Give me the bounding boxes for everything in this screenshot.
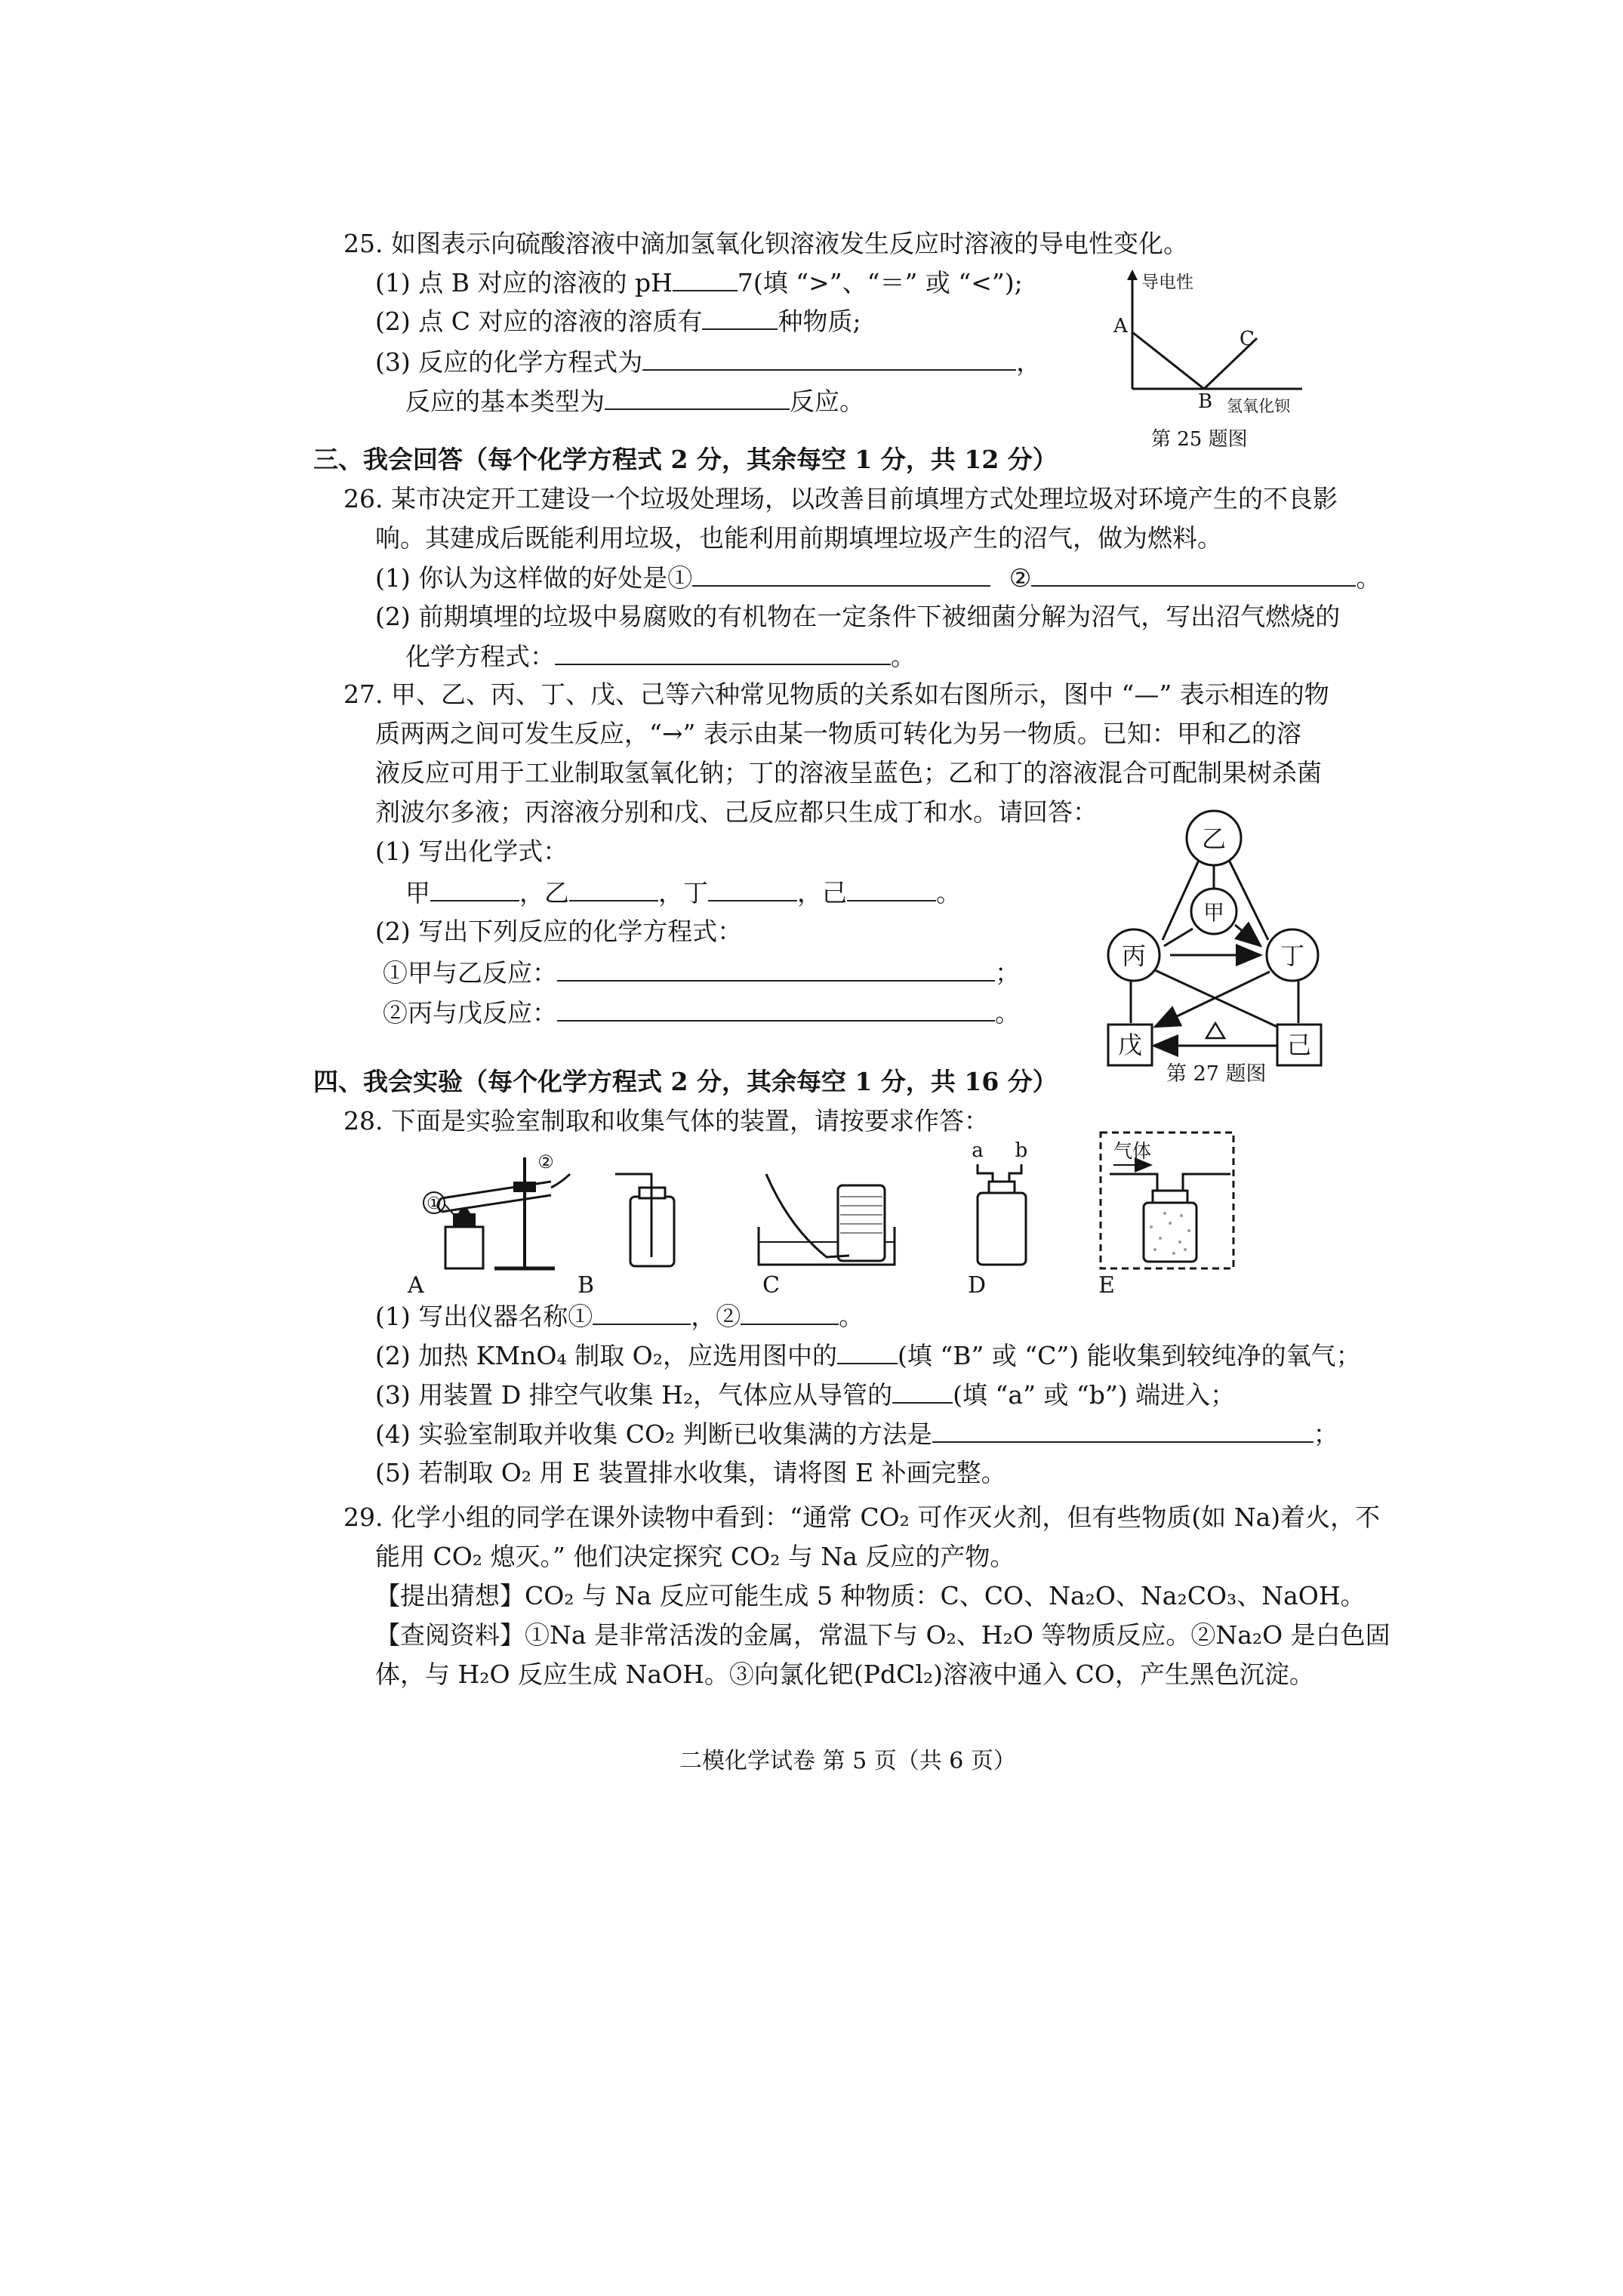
page-footer: 二模化学试卷 第 5 页（共 6 页） xyxy=(679,1748,1016,1774)
q28-part3: (3) 用装置 D 排空气收集 H₂，气体应从导管的 (填 “a” 或 “b”) 端进入； xyxy=(375,1380,1236,1410)
q27-blank-yi[interactable] xyxy=(569,877,658,901)
arrow-ding-wu xyxy=(1155,972,1270,1027)
q28-blank-collection[interactable] xyxy=(837,1340,898,1364)
q26-part1: (1) 你认为这样做的好处是① ② 。 xyxy=(375,563,1381,593)
node-ding-label: 丁 xyxy=(1280,942,1305,970)
q29-reference-1: 【查阅资料】①Na 是非常活泼的金属，常温下与 O₂、H₂O 等物质反应。②Na₂O 是白色固 xyxy=(375,1620,1390,1650)
label-instrument-2: ② xyxy=(537,1151,554,1173)
q25-figure-caption: 第 25 题图 xyxy=(1151,428,1248,451)
q25-part3: (3) 反应的化学方程式为 ， xyxy=(375,347,1042,377)
node-ji-label: 己 xyxy=(1286,1031,1312,1059)
q26-blank-benefit-1[interactable] xyxy=(692,562,990,587)
q27-line4: 剂波尔多液；丙溶液分别和戊、己反应都只生成丁和水。请回答： xyxy=(375,797,1098,827)
q25-stem: 25. 如图表示向硫酸溶液中滴加氢氧化钡溶液发生反应时溶液的导电性变化。 xyxy=(343,229,1188,258)
apparatus-e xyxy=(1098,1129,1238,1276)
q27-part2: (2) 写出下列反应的化学方程式： xyxy=(375,917,743,946)
q28-part5: (5) 若制取 O₂ 用 E 装置排水收集，请将图 E 补画完整。 xyxy=(375,1458,1006,1487)
y-axis-arrow-icon xyxy=(1127,270,1138,280)
q26-line2: 响。其建成后既能利用垃圾，也能利用前期填埋垃圾产生的沼气，做为燃料。 xyxy=(375,523,1222,553)
link-jia-bing xyxy=(1164,929,1193,946)
point-a-label: A xyxy=(1113,315,1128,337)
label-b-port: b xyxy=(1015,1140,1028,1162)
q26-blank-benefit-2[interactable] xyxy=(1031,562,1356,587)
q29-line1: 29. 化学小组的同学在课外读物中看到：“通常 CO₂ 可作灭火剂，但有些物质(如 Na)着火，不 xyxy=(343,1502,1381,1532)
q25-blank-type[interactable] xyxy=(605,386,790,410)
section-4-title: 四、我会实验（每个化学方程式 2 分，其余每空 1 分，共 16 分） xyxy=(313,1067,1058,1096)
point-b-label: B xyxy=(1198,390,1213,413)
node-jia-label: 甲 xyxy=(1203,900,1225,925)
point-c-label: C xyxy=(1240,328,1255,350)
q27-line1: 27. 甲、乙、丙、丁、戊、己等六种常见物质的关系如右图所示，图中 “—” 表示相连的物 xyxy=(343,680,1329,709)
q26-blank-equation[interactable] xyxy=(555,641,891,665)
q28-blank-method[interactable] xyxy=(932,1419,1313,1443)
q28-blank-instrument-1[interactable] xyxy=(593,1301,691,1325)
q25-blank-ph[interactable] xyxy=(673,267,738,291)
node-bing-label: 丙 xyxy=(1121,942,1147,970)
q28-blank-port[interactable] xyxy=(892,1379,953,1404)
q29-line2: 能用 CO₂ 熄灭。” 他们决定探究 CO₂ 与 Na 反应的产物。 xyxy=(375,1542,1015,1571)
label-c: C xyxy=(762,1272,780,1299)
q25-part1: (1) 点 B 对应的溶液的 pH 7(填 “>”、“＝” 或 “<”); xyxy=(375,268,1023,297)
q25-blank-solutes[interactable] xyxy=(702,306,778,330)
q25-part2: (2) 点 C 对应的溶液的溶质有 种物质; xyxy=(375,307,861,336)
label-instrument-1: ① xyxy=(427,1194,442,1213)
section-3-title: 三、我会回答（每个化学方程式 2 分，其余每空 1 分，共 12 分） xyxy=(313,445,1058,474)
q27-blank-jia[interactable] xyxy=(430,877,519,901)
gas-label: 气体 xyxy=(1113,1140,1152,1162)
apparatus-b xyxy=(608,1159,691,1272)
q27-line2: 质两两之间可发生反应，“→” 表示由某一物质可转化为另一物质。已知：甲和乙的溶 xyxy=(375,719,1301,748)
q26-line1: 26. 某市决定开工建设一个垃圾处理场，以改善目前填埋方式处理垃圾对环境产生的不良影 xyxy=(343,484,1338,513)
node-wu-label: 戊 xyxy=(1117,1031,1143,1059)
label-a-port: a xyxy=(972,1140,984,1162)
arrow-jia-ding xyxy=(1235,925,1261,946)
q28-part1: (1) 写出仪器名称① ，② 。 xyxy=(375,1302,864,1331)
heat-triangle-icon xyxy=(1206,1023,1224,1038)
label-a: A xyxy=(408,1272,424,1299)
label-d: D xyxy=(968,1272,987,1299)
q25-blank-equation[interactable] xyxy=(642,347,1016,371)
q27-blank-reaction-2[interactable] xyxy=(557,997,995,1022)
q27-blank-ji[interactable] xyxy=(847,877,936,901)
apparatus-d xyxy=(962,1140,1046,1272)
x-axis-label: 氢氧化钡 xyxy=(1227,397,1290,415)
q29-reference-2: 体，与 H₂O 反应生成 NaOH。③向氯化钯(PdCl₂)溶液中通入 CO，产生黑色沉淀。 xyxy=(375,1660,1314,1689)
q27-blank-ding[interactable] xyxy=(708,877,797,901)
q27-formulas: 甲 ，乙 ，丁 ，己 。 xyxy=(405,878,961,908)
q26-part2-equation: 化学方程式： 。 xyxy=(405,642,916,671)
substance-relation-diagram xyxy=(1079,797,1329,1095)
q27-reaction-1: ①甲与乙反应： ； xyxy=(383,958,1020,988)
q27-line3: 液反应可用于工业制取氢氧化钠；丁的溶液呈蓝色；乙和丁的溶液混合可配制果树杀菌 xyxy=(375,758,1322,787)
q28-stem: 28. 下面是实验室制取和收集气体的装置，请按要求作答： xyxy=(343,1106,989,1136)
node-yi-label: 乙 xyxy=(1201,824,1227,853)
q27-part1: (1) 写出化学式： xyxy=(375,837,568,866)
q27-figure-caption: 第 27 题图 xyxy=(1166,1062,1267,1086)
y-axis-label: 导电性 xyxy=(1141,273,1193,292)
q25-part4: 反应的基本类型为 反应。 xyxy=(405,387,864,416)
q27-blank-reaction-1[interactable] xyxy=(557,957,995,982)
label-b: B xyxy=(577,1272,595,1299)
q29-hypothesis: 【提出猜想】CO₂ 与 Na 反应可能生成 5 种物质：C、CO、Na₂O、Na₂CO₃、NaOH。 xyxy=(375,1581,1366,1610)
conductivity-graph xyxy=(1110,268,1366,453)
label-e: E xyxy=(1098,1272,1115,1299)
curve-a-b xyxy=(1132,332,1204,389)
q28-part2: (2) 加热 KMnO₄ 制取 O₂，应选用图中的 (填 “B” 或 “C”) 能收集到较纯净的氧气； xyxy=(375,1341,1361,1370)
q27-reaction-2: ②丙与戊反应： 。 xyxy=(383,998,1020,1028)
q28-part4: (4) 实验室制取并收集 CO₂ 判断已收集满的方法是 ； xyxy=(375,1419,1338,1449)
q26-part2: (2) 前期填埋的垃圾中易腐败的有机物在一定条件下被细菌分解为沼气，写出沼气燃烧的 xyxy=(375,602,1341,631)
apparatus-c xyxy=(751,1159,902,1272)
apparatus-a xyxy=(411,1151,577,1276)
q28-blank-instrument-2[interactable] xyxy=(741,1301,839,1325)
